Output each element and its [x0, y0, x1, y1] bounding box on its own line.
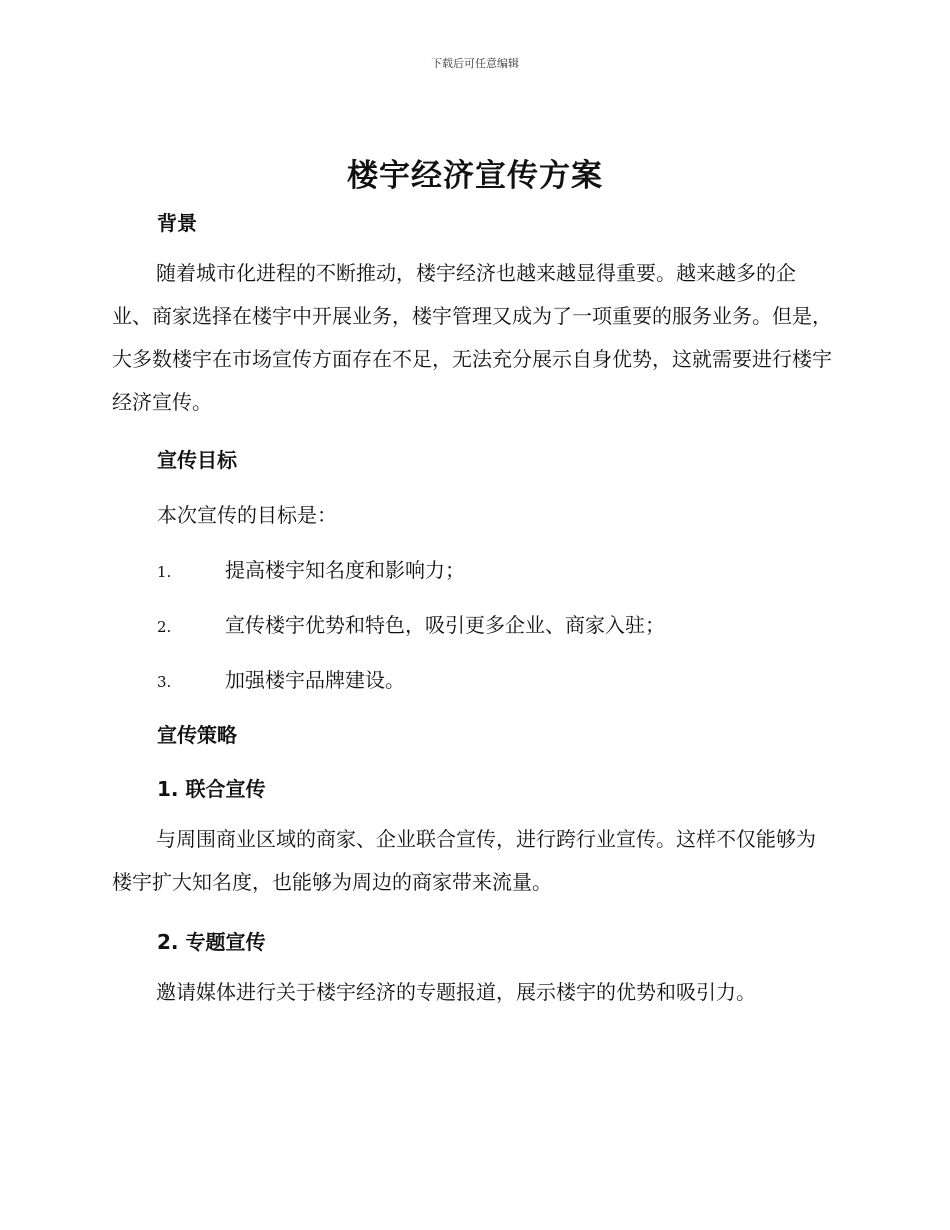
document-title: 楼宇经济宣传方案	[347, 158, 603, 194]
list-item-text: 加强楼宇品牌建设。	[225, 668, 405, 692]
background-paragraph	[112, 252, 832, 424]
list-item	[157, 664, 405, 693]
list-item-number: 1.	[157, 563, 172, 581]
joint-promotion-paragraph	[112, 818, 832, 904]
list-item	[157, 554, 465, 583]
list-item-text: 提高楼宇知名度和影响力；	[225, 558, 465, 582]
subheading-joint-promotion: 1. 联合宣传	[157, 777, 266, 801]
subheading-topic-promotion: 2. 专题宣传	[157, 930, 266, 954]
topic-promotion-paragraph-text: 邀请媒体进行关于楼宇经济的专题报道，展示楼宇的优势和吸引力。	[156, 980, 756, 1004]
background-paragraph-text: 随着城市化进程的不断推动，楼宇经济也越来越显得重要。越来越多的企业、商家选择在楼宇中开展业务，楼宇管理又成为了一项重要的服务业务。但是，大多数楼宇在市场宣传方面存在不足，无法充分展示自身优势，这就需要进行楼宇经济宣传。	[112, 261, 832, 414]
section-heading-strategy: 宣传策略	[157, 723, 237, 747]
topic-promotion-paragraph	[112, 971, 832, 1014]
goals-intro: 本次宣传的目标是：	[157, 503, 337, 527]
list-item-number: 3.	[157, 673, 172, 691]
list-item-number: 2.	[157, 618, 172, 636]
joint-promotion-paragraph-text: 与周围商业区域的商家、企业联合宣传，进行跨行业宣传。这样不仅能够为楼宇扩大知名度，也能够为周边的商家带来流量。	[112, 827, 816, 894]
list-item	[157, 609, 665, 638]
list-item-text: 宣传楼宇优势和特色，吸引更多企业、商家入驻；	[225, 613, 665, 637]
header-note: 下载后可任意编辑	[431, 57, 519, 70]
section-heading-goals: 宣传目标	[157, 448, 237, 472]
section-heading-background: 背景	[157, 211, 197, 235]
